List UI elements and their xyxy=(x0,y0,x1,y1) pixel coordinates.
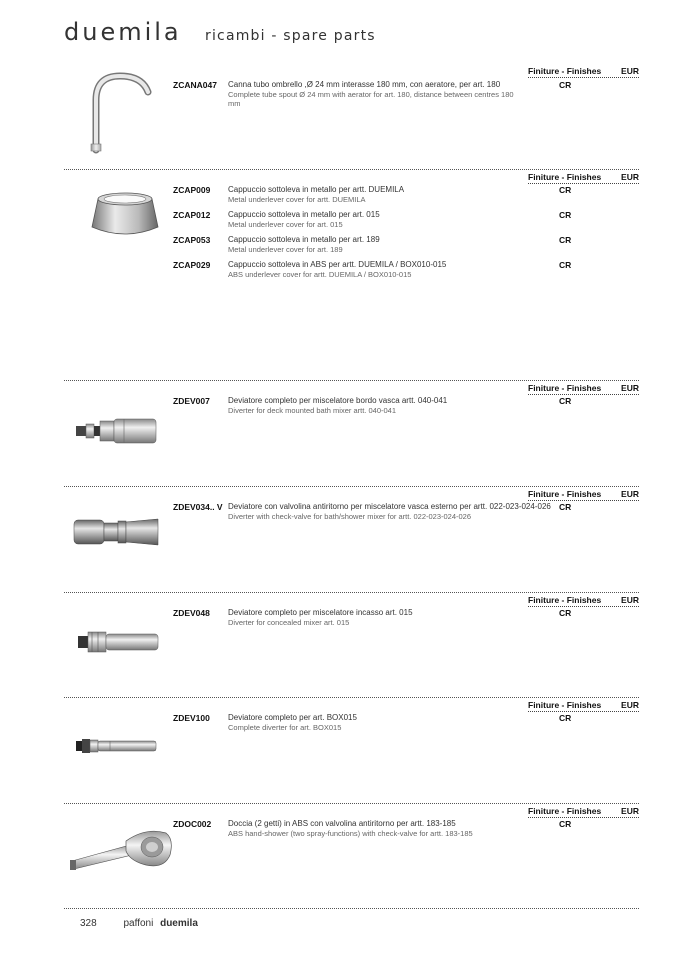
column-header xyxy=(528,383,639,395)
description-en: Diverter for concealed mixer art. 015 xyxy=(228,617,350,627)
description-it: Deviatore completo per art. BOX015 xyxy=(228,713,357,722)
column-header xyxy=(528,700,639,712)
item-description xyxy=(228,80,528,108)
finishes-header: Finiture - Finishes xyxy=(528,806,602,816)
column-header xyxy=(528,489,639,501)
section-divider xyxy=(64,908,639,909)
item-code: ZCAP053 xyxy=(173,235,211,245)
finish-code: CR xyxy=(559,260,572,270)
description-en: Metal underlever cover for artt. DUEMILA xyxy=(228,194,366,204)
item-code: ZDEV100 xyxy=(173,713,210,723)
description-it: Deviatore completo per miscelatore incasso art. 015 xyxy=(228,608,413,617)
item-description xyxy=(228,502,551,521)
hand-shower-image xyxy=(68,825,174,880)
currency-header: EUR xyxy=(621,66,639,76)
item-code: ZDEV007 xyxy=(173,396,210,406)
item-code: ZDOC002 xyxy=(173,819,212,829)
column-header xyxy=(528,595,639,607)
column-header xyxy=(528,806,639,818)
description-it: Cappuccio sottoleva in ABS per artt. DUEMILA / BOX010-015 xyxy=(228,260,447,269)
item-description xyxy=(228,819,528,838)
description-it: Doccia (2 getti) in ABS con valvolina antiritorno per artt. 183-185 xyxy=(228,819,456,828)
currency-header: EUR xyxy=(621,489,639,499)
section-divider xyxy=(64,697,639,698)
item-code: ZCAP012 xyxy=(173,210,211,220)
section-divider xyxy=(64,803,639,804)
brand-title: duemila xyxy=(64,18,182,46)
item-description xyxy=(228,608,528,627)
section-divider xyxy=(64,486,639,487)
finish-code: CR xyxy=(559,819,572,829)
footer-brand: paffoni xyxy=(123,918,154,929)
description-en: Metal underlever cover for art. 189 xyxy=(228,244,343,254)
description-en: Diverter for deck mounted bath mixer artt. 040-041 xyxy=(228,405,396,415)
section-divider xyxy=(64,380,639,381)
finish-code: CR xyxy=(559,185,572,195)
footer-collection: duemila xyxy=(160,918,198,929)
item-code: ZDEV048 xyxy=(173,608,210,618)
finishes-header: Finiture - Finishes xyxy=(528,172,602,182)
page-footer xyxy=(80,918,198,929)
description-it: Cappuccio sottoleva in metallo per art. 189 xyxy=(228,235,380,244)
description-it: Deviatore completo per miscelatore bordo vasca artt. 040-041 xyxy=(228,396,448,405)
description-en: ABS underlever cover for artt. DUEMILA / BOX010-015 xyxy=(228,269,412,279)
finishes-header: Finiture - Finishes xyxy=(528,66,602,76)
currency-header: EUR xyxy=(621,700,639,710)
currency-header: EUR xyxy=(621,383,639,393)
item-description xyxy=(228,185,528,204)
diverter-image xyxy=(76,628,162,661)
item-description xyxy=(228,210,528,229)
description-it: Cappuccio sottoleva in metallo per art. 015 xyxy=(228,210,380,219)
column-header xyxy=(528,66,639,78)
description-it: Canna tubo ombrello ,Ø 24 mm interasse 180 mm, con aeratore, per art. 180 xyxy=(228,80,501,89)
finishes-header: Finiture - Finishes xyxy=(528,489,602,499)
finish-code: CR xyxy=(559,502,572,512)
item-code: ZCAP029 xyxy=(173,260,211,270)
cover-image xyxy=(88,189,162,244)
currency-header: EUR xyxy=(621,595,639,605)
item-code: ZCAP009 xyxy=(173,185,211,195)
page-subtitle: ricambi - spare parts xyxy=(205,28,376,44)
currency-header: EUR xyxy=(621,172,639,182)
finishes-header: Finiture - Finishes xyxy=(528,595,602,605)
diverter-image xyxy=(72,514,162,555)
page-number: 328 xyxy=(80,918,97,929)
item-code: ZCANA047 xyxy=(173,80,217,90)
finish-code: CR xyxy=(559,235,572,245)
description-en: Complete tube spout Ø 24 mm with aerator for art. 180, distance between centres 180 mm xyxy=(228,89,514,108)
description-en: Complete diverter for art. BOX015 xyxy=(228,722,342,732)
diverter-image xyxy=(74,735,160,762)
item-description xyxy=(228,235,528,254)
item-description xyxy=(228,396,528,415)
diverter-image xyxy=(74,414,160,453)
currency-header: EUR xyxy=(621,806,639,816)
item-description xyxy=(228,260,528,279)
finishes-header: Finiture - Finishes xyxy=(528,383,602,393)
finish-code: CR xyxy=(559,608,572,618)
finish-code: CR xyxy=(559,713,572,723)
description-it: Cappuccio sottoleva in metallo per artt. DUEMILA xyxy=(228,185,405,194)
description-en: Metal underlever cover for art. 015 xyxy=(228,219,343,229)
spout-image xyxy=(84,70,154,159)
finish-code: CR xyxy=(559,80,572,90)
description-en: ABS hand-shower (two spray-functions) with check-valve for artt. 183-185 xyxy=(228,828,473,838)
column-header xyxy=(528,172,639,184)
finishes-header: Finiture - Finishes xyxy=(528,700,602,710)
section-divider xyxy=(64,592,639,593)
section-divider xyxy=(64,169,639,170)
item-description xyxy=(228,713,528,732)
description-it: Deviatore con valvolina antiritorno per miscelatore vasca esterno per artt. 022-023-024-026 xyxy=(228,502,551,511)
item-code: ZDEV034.. V xyxy=(173,502,223,512)
finish-code: CR xyxy=(559,210,572,220)
finish-code: CR xyxy=(559,396,572,406)
description-en: Diverter with check-valve for bath/shower mixer for artt. 022-023-024-026 xyxy=(228,511,472,521)
